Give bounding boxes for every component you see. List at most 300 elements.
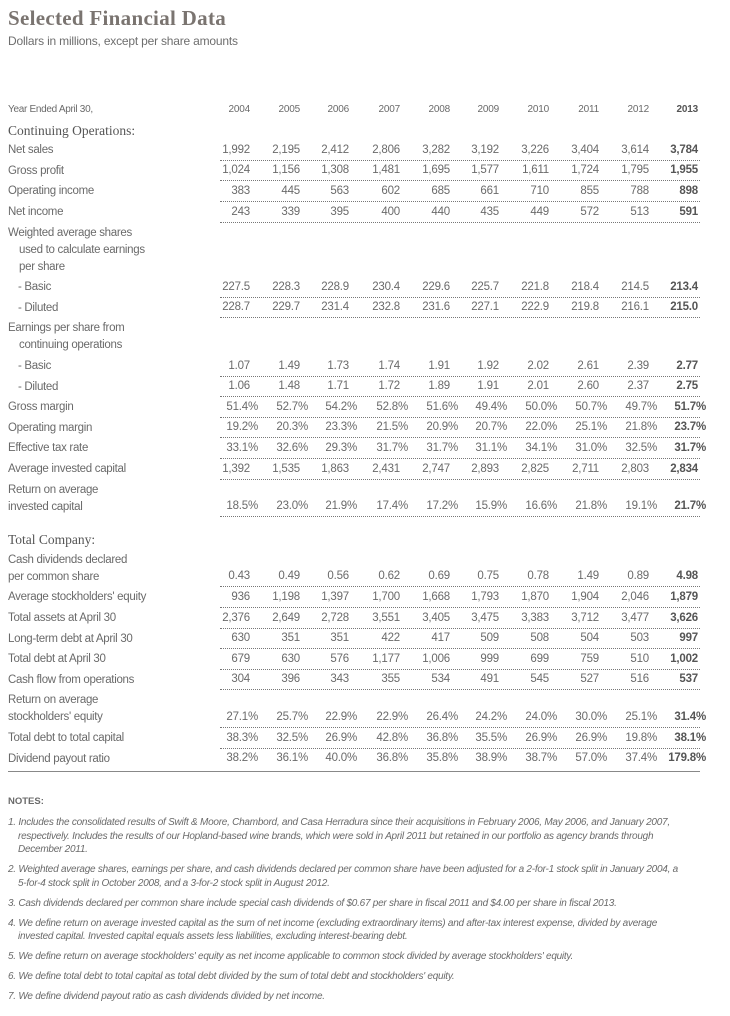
row-label-line: Total debt at April 30: [8, 653, 106, 666]
value-cell: 214.5: [621, 280, 649, 293]
row-label-line: Continuing Operations:: [8, 122, 136, 138]
value-cell: 339: [281, 205, 300, 218]
row-label: [8, 225, 145, 276]
value-cell: 1,177: [372, 652, 400, 665]
row-label: [8, 300, 58, 317]
note-item: 6. We define total debt to total capital as total debt divided by the sum of total debt and stockholders' equity.: [8, 971, 455, 982]
value-cell-2013: 898: [679, 184, 698, 197]
value-cell: 3,405: [422, 611, 450, 624]
value-cell: 1,795: [621, 164, 649, 177]
value-cell: 572: [580, 205, 599, 218]
row-label: [8, 379, 58, 396]
value-cell: 232.8: [372, 301, 400, 314]
row-label: [8, 610, 116, 627]
value-cell: 24.0%: [525, 710, 557, 723]
value-cell: 417: [431, 632, 450, 645]
value-cell: 2011: [578, 103, 599, 115]
value-cell: 20.3%: [276, 421, 308, 434]
notes-section: [8, 796, 678, 1010]
row-label: [8, 122, 135, 139]
table-row: [0, 438, 730, 459]
table-row: [0, 202, 730, 223]
value-cell: 504: [580, 632, 599, 645]
note-item: 5. We define return on average stockholders' equity as net income applicable to common stock divided by average stockholders' equity.: [8, 951, 573, 962]
value-cell: 51.6%: [426, 400, 458, 413]
value-cell: 0.75: [477, 570, 499, 583]
value-cell: 26.9%: [525, 731, 557, 744]
value-cell-2013: 2,834: [670, 462, 698, 475]
value-cell: 36.1%: [276, 752, 308, 765]
table-row: [0, 480, 730, 518]
value-cell: 491: [480, 673, 499, 686]
value-cell: 1,481: [372, 164, 400, 177]
value-cell: 602: [381, 184, 400, 197]
value-cell: 855: [580, 184, 599, 197]
row-label-line: invested capital: [8, 500, 83, 513]
value-cell: 228.7: [222, 301, 250, 314]
row-label-line: - Basic: [18, 281, 52, 294]
value-cell: 527: [580, 673, 599, 686]
value-cell: 0.78: [527, 570, 549, 583]
row-label: [8, 461, 126, 478]
row-label-line: Weighted average shares: [8, 226, 132, 239]
row-label: [8, 751, 110, 768]
note-item: 3. Cash dividends declared per common share include special cash dividends of $0.67 per share in fiscal 2011 and $4.00 per share in fiscal 2013.: [8, 897, 617, 909]
value-cell-2013: 537: [679, 673, 698, 686]
value-cell: 2,893: [471, 462, 499, 475]
value-cell: 395: [330, 205, 349, 218]
row-label-line: Average invested capital: [8, 463, 126, 475]
row-label: [8, 651, 106, 668]
value-cell: 3,383: [521, 611, 549, 624]
value-cell: 1,198: [272, 590, 300, 603]
value-cell: 1.49: [278, 359, 300, 372]
value-cell: 19.8%: [625, 731, 657, 744]
value-cell: 576: [330, 652, 349, 665]
value-cell: 36.8%: [376, 752, 408, 765]
value-cell-2013: 215.0: [670, 301, 698, 314]
table-row: [0, 629, 730, 650]
value-cell: 449: [530, 205, 549, 218]
row-label: [8, 631, 133, 648]
value-cell: 22.9%: [325, 710, 357, 723]
value-cell: 0.69: [428, 570, 450, 583]
row-label-line: - Diluted: [18, 301, 59, 314]
value-cell: 1,700: [372, 590, 400, 603]
value-cell: 2,412: [321, 143, 349, 156]
value-cell: 23.0%: [276, 500, 308, 513]
value-cell: 38.2%: [226, 752, 258, 765]
table-row: [0, 298, 730, 319]
value-cell: 1,397: [321, 590, 349, 603]
value-cell-2013: 2013: [676, 103, 698, 115]
value-cell: 563: [330, 184, 349, 197]
note-item: 4. We define return on average invested capital as the sum of net income (excluding extraordinary items) and after-tax interest expense, divided by average invested capital. Invested capital equals assets less liabilities, excluding interest-bearing debt.: [8, 917, 658, 942]
table-row: [0, 181, 730, 202]
table-row: [0, 690, 730, 728]
value-cell: 243: [231, 205, 250, 218]
value-cell: 508: [530, 632, 549, 645]
value-cell: 545: [530, 673, 549, 686]
value-cell: 1,392: [222, 462, 250, 475]
value-cell: 51.4%: [226, 400, 258, 413]
table-row: [0, 649, 730, 670]
value-cell: 3,404: [571, 143, 599, 156]
value-cell: 21.5%: [376, 421, 408, 434]
value-cell: 710: [530, 184, 549, 197]
value-cell: 2009: [477, 103, 499, 115]
value-cell: 1,535: [272, 462, 300, 475]
value-cell-2013: 21.7%: [674, 500, 706, 513]
row-label: [8, 399, 73, 416]
row-label: [8, 279, 51, 296]
value-cell: 17.2%: [426, 500, 458, 513]
row-label: [8, 163, 64, 180]
value-cell: 31.7%: [376, 441, 408, 454]
value-cell-2013: 4.98: [676, 570, 698, 583]
value-cell: 630: [281, 652, 300, 665]
value-cell-2013: 3,626: [670, 611, 698, 624]
value-cell: 0.49: [278, 570, 300, 583]
value-cell: 3,614: [621, 143, 649, 156]
value-cell: 0.56: [327, 570, 349, 583]
value-cell: 229.6: [422, 280, 450, 293]
row-label-line: per share: [19, 260, 65, 273]
value-cell: 1,006: [422, 652, 450, 665]
row-label-line: - Basic: [18, 360, 52, 372]
table-row: [0, 397, 730, 418]
value-cell: 31.1%: [475, 441, 507, 454]
table-row: [0, 608, 730, 629]
value-cell: 1,156: [272, 164, 300, 177]
row-label-line: Cash flow from operations: [8, 673, 135, 686]
value-cell: 3,475: [471, 611, 499, 624]
page-subtitle: Dollars in millions, except per share amounts: [8, 34, 238, 48]
value-cell: 25.1%: [625, 710, 657, 723]
value-cell: 2.39: [627, 359, 649, 372]
value-cell: 440: [431, 205, 450, 218]
value-cell: 21.8%: [625, 421, 657, 434]
value-cell: 1.92: [477, 359, 499, 372]
value-cell: 1,024: [222, 164, 250, 177]
value-cell: 2,649: [272, 611, 300, 624]
table-row: [0, 140, 730, 161]
dotted-rule: [220, 516, 700, 517]
value-cell: 219.8: [571, 301, 599, 314]
value-cell: 3,551: [372, 611, 400, 624]
value-cell-2013: 591: [679, 205, 698, 218]
value-cell-2013: 213.4: [670, 280, 698, 293]
value-cell: 35.5%: [475, 731, 507, 744]
value-cell: 396: [281, 673, 300, 686]
table-row: [0, 161, 730, 182]
value-cell-2013: 2.77: [676, 359, 698, 372]
notes-heading: NOTES:: [8, 796, 44, 807]
row-label: [8, 552, 127, 586]
table-row: [0, 550, 730, 588]
row-label: [8, 183, 94, 200]
value-cell: 0.89: [627, 570, 649, 583]
value-cell: 42.8%: [376, 731, 408, 744]
row-label-line: per common share: [8, 570, 100, 583]
value-cell: 400: [381, 205, 400, 218]
value-cell: 2006: [327, 103, 349, 115]
value-cell: 38.9%: [475, 752, 507, 765]
value-cell: 29.3%: [325, 441, 357, 454]
table-row: [0, 459, 730, 480]
value-cell: 3,192: [471, 143, 499, 156]
value-cell: 999: [480, 652, 499, 665]
value-cell: 2,711: [572, 462, 599, 475]
value-cell: 509: [480, 632, 499, 645]
value-cell: 216.1: [621, 301, 649, 314]
value-cell: 435: [480, 205, 499, 218]
value-cell: 1,577: [471, 164, 499, 177]
value-cell: 37.4%: [625, 752, 657, 765]
value-cell: 304: [231, 673, 250, 686]
value-cell-2013: 3,784: [670, 143, 698, 156]
row-label-line: - Diluted: [18, 380, 59, 393]
value-cell: 21.8%: [575, 500, 607, 513]
row-label-line: Net sales: [8, 144, 54, 157]
value-cell: 422: [381, 632, 400, 645]
row-label-line: Average stockholders' equity: [8, 591, 147, 604]
table-row: [0, 356, 730, 377]
value-cell: 1,308: [321, 164, 349, 177]
value-cell-2013: 1,002: [670, 652, 698, 665]
value-cell: 2.61: [577, 359, 599, 372]
header-label: Year Ended April 30,: [8, 104, 93, 115]
table-row: [0, 418, 730, 439]
note-item: 7. We define dividend payout ratio as cash dividends divided by net income.: [8, 991, 325, 1002]
value-cell: 513: [630, 205, 649, 218]
value-cell: 503: [630, 632, 649, 645]
value-cell: 33.1%: [226, 441, 258, 454]
row-label-line: Earnings per share from: [8, 322, 125, 335]
row-label-line: Return on average: [8, 483, 99, 496]
value-cell: 2.01: [527, 380, 549, 393]
value-cell: 26.9%: [575, 731, 607, 744]
row-label-line: Long-term debt at April 30: [8, 632, 133, 645]
value-cell: 40.0%: [325, 752, 357, 765]
value-cell: 685: [431, 184, 450, 197]
value-cell: 351: [281, 632, 300, 645]
value-cell: 343: [330, 673, 349, 686]
value-cell: 1,695: [422, 164, 450, 177]
value-cell: 383: [231, 184, 250, 197]
value-cell: 1.72: [378, 380, 400, 393]
value-cell-2013: 31.4%: [674, 710, 706, 723]
value-cell: 2,803: [621, 462, 649, 475]
value-cell: 1.91: [477, 380, 499, 393]
value-cell: 3,226: [521, 143, 549, 156]
row-label: [8, 531, 95, 548]
value-cell-2013: 31.7%: [674, 441, 706, 454]
value-cell: 18.5%: [226, 500, 258, 513]
row-label: [8, 204, 63, 221]
value-cell: 3,282: [422, 143, 450, 156]
value-cell: 221.8: [521, 280, 549, 293]
value-cell: 54.2%: [325, 400, 357, 413]
value-cell: 228.9: [321, 280, 349, 293]
value-cell-2013: 997: [679, 632, 698, 645]
value-cell: 31.7%: [426, 441, 458, 454]
value-cell: 25.7%: [276, 710, 308, 723]
value-cell: 26.4%: [426, 710, 458, 723]
value-cell: 231.4: [321, 301, 349, 314]
value-cell-2013: 23.7%: [674, 421, 706, 434]
row-label-line: Gross margin: [8, 401, 74, 414]
value-cell: 49.7%: [625, 400, 657, 413]
value-cell: 2,431: [372, 462, 400, 475]
value-cell: 50.7%: [575, 400, 607, 413]
value-cell: 2.02: [527, 359, 549, 372]
table-row: [0, 377, 730, 398]
value-cell: 23.3%: [325, 421, 357, 434]
value-cell: 21.9%: [325, 500, 357, 513]
value-cell: 20.7%: [475, 421, 507, 434]
value-cell: 222.9: [521, 301, 549, 314]
value-cell: 1,724: [571, 164, 599, 177]
row-label-line: stockholders' equity: [8, 711, 103, 724]
note-item: 1. Includes the consolidated results of Swift & Moore, Chambord, and Casa Herradura since their acquisitions in February 2006, May 2006, and January 2007, respectively. Includes the results of our Hopland-based wine brands, which were sold in April 2011 but retained in our portfolio as agency brands through December 2011.: [8, 817, 670, 855]
note-item: 2. Weighted average shares, earnings per share, and cash dividends declared per common share have been adjusted for a 2-for-1 stock split in January 2004, a 5-for-4 stock split in October 2008, and a 3-for-2 stock split in August 2012.: [8, 864, 678, 889]
value-cell: 52.7%: [276, 400, 308, 413]
table-row: [0, 749, 730, 770]
row-label: [8, 482, 98, 516]
value-cell: 15.9%: [475, 500, 507, 513]
row-label-line: Dividend payout ratio: [8, 752, 110, 765]
value-cell: 229.7: [272, 301, 300, 314]
value-cell: 34.1%: [525, 441, 557, 454]
row-label: [8, 420, 92, 437]
value-cell: 31.0%: [575, 441, 607, 454]
value-cell: 1,611: [522, 164, 549, 177]
table-row: [0, 587, 730, 608]
group-heading-row: [0, 223, 730, 278]
value-cell: 1,904: [571, 590, 599, 603]
value-cell-2013: 2.75: [676, 380, 698, 393]
value-cell: 788: [630, 184, 649, 197]
value-cell: 22.9%: [376, 710, 408, 723]
value-cell: 351: [330, 632, 349, 645]
value-cell-2013: 38.1%: [674, 731, 706, 744]
value-cell: 2004: [228, 103, 250, 115]
row-label-line: Operating margin: [8, 421, 93, 434]
row-label-line: used to calculate earnings: [19, 243, 145, 256]
value-cell-2013: 1,955: [670, 164, 698, 177]
row-label: [8, 692, 103, 726]
row-label: [8, 440, 88, 457]
value-cell: 1.91: [428, 359, 450, 372]
value-cell: 17.4%: [376, 500, 408, 513]
value-cell: 1,870: [521, 590, 549, 603]
value-cell: 1.74: [378, 359, 400, 372]
value-cell: 2,195: [272, 143, 300, 156]
value-cell: 534: [431, 673, 450, 686]
row-label-line: Total assets at April 30: [8, 612, 116, 624]
value-cell: 2007: [378, 103, 400, 115]
value-cell: 38.7%: [525, 752, 557, 765]
value-cell: 225.7: [471, 280, 499, 293]
value-cell: 24.2%: [475, 710, 507, 723]
group-heading-row: [0, 318, 730, 356]
value-cell: 1.89: [428, 380, 450, 393]
value-cell: 1.73: [327, 359, 349, 372]
value-cell-2013: 1,879: [670, 590, 698, 603]
value-cell: 2,806: [372, 143, 400, 156]
value-cell: 630: [231, 632, 250, 645]
value-cell: 2012: [627, 103, 649, 115]
table-row: [0, 277, 730, 298]
value-cell: 26.9%: [325, 731, 357, 744]
value-cell: 1.49: [577, 570, 599, 583]
value-cell: 355: [381, 673, 400, 686]
value-cell: 2010: [527, 103, 549, 115]
value-cell: 516: [630, 673, 649, 686]
value-cell: 1.71: [327, 380, 349, 393]
value-cell: 1.07: [228, 359, 250, 372]
value-cell: 1,668: [422, 590, 450, 603]
row-label-line: Total debt to total capital: [8, 732, 124, 744]
row-label: [8, 672, 134, 689]
section-heading: [0, 529, 730, 550]
row-label: [8, 730, 124, 747]
value-cell: 231.6: [422, 301, 450, 314]
value-cell: 679: [231, 652, 250, 665]
value-cell: 49.4%: [475, 400, 507, 413]
value-cell: 19.2%: [226, 421, 258, 434]
value-cell: 27.1%: [226, 710, 258, 723]
value-cell: 218.4: [571, 280, 599, 293]
value-cell: 699: [530, 652, 549, 665]
value-cell: 2,825: [521, 462, 549, 475]
row-label-line: Operating income: [8, 185, 94, 198]
value-cell: 2,046: [621, 590, 649, 603]
value-cell: 35.8%: [426, 752, 458, 765]
value-cell: 3,477: [621, 611, 649, 624]
table-bottom-rule: [8, 771, 700, 772]
row-label-line: Return on average: [8, 694, 99, 707]
value-cell: 2,747: [422, 462, 450, 475]
value-cell: 445: [281, 184, 300, 197]
value-cell-2013: 51.7%: [674, 400, 706, 413]
value-cell: 227.1: [471, 301, 499, 314]
value-cell: 1.48: [278, 380, 300, 393]
row-label-line: Net income: [8, 206, 64, 218]
value-cell: 32.5%: [625, 441, 657, 454]
row-label-line: Effective tax rate: [8, 442, 89, 455]
value-cell: 0.62: [378, 570, 400, 583]
value-cell: 16.6%: [525, 500, 557, 513]
row-label-line: continuing operations: [19, 339, 123, 352]
value-cell: 1,863: [321, 462, 349, 475]
value-cell: 1,992: [222, 143, 250, 156]
value-cell: 25.1%: [575, 421, 607, 434]
value-cell-2013: 179.8%: [668, 752, 706, 765]
value-cell: 57.0%: [575, 752, 607, 765]
value-cell: 1,793: [471, 590, 499, 603]
value-cell: 32.6%: [276, 441, 308, 454]
value-cell: 1.06: [228, 380, 250, 393]
section-heading: [0, 120, 730, 141]
value-cell: 20.9%: [426, 421, 458, 434]
page-title: Selected Financial Data: [8, 6, 227, 30]
value-cell: 2005: [278, 103, 300, 115]
value-cell: 661: [480, 184, 499, 197]
value-cell: 2,376: [222, 611, 250, 624]
row-label-line: Total Company:: [8, 532, 96, 548]
